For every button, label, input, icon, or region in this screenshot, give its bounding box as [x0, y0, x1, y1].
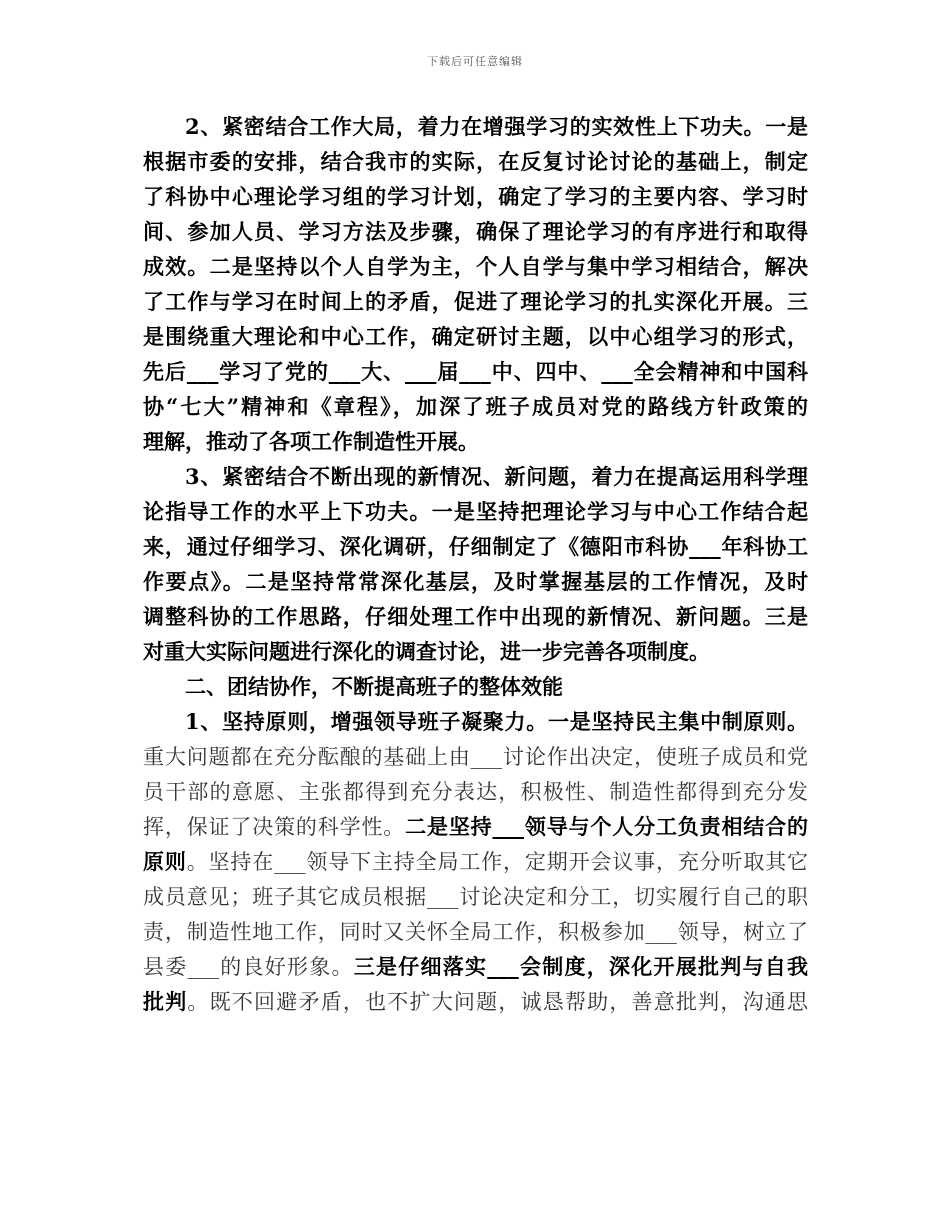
paragraph-line: 调整科协的工作思路，仔细处理工作中出现的新情况、新问题。三是	[143, 604, 808, 629]
paragraph-line: 作要点》。二是坚持常常深化基层，及时掌握基层的工作情况，及时	[143, 569, 808, 594]
paragraph-line	[143, 985, 808, 1019]
line-segment-bold: 原则	[143, 849, 187, 874]
paragraph-line: 理解，推动了各项工作制造性开展。	[143, 429, 479, 454]
paragraph-line: 重大问题都在充分酝酿的基础上由___讨论作出决定，使班子成员和党	[143, 745, 808, 769]
section-heading: 二、团结协作，不断提高班子的整体效能	[185, 674, 563, 699]
paragraph-line: 3、紧密结合不断出现的新情况、新问题，着力在提高运用科学理	[185, 464, 808, 489]
paragraph-line: 了工作与学习在时间上的矛盾，促进了理论学习的扎实深化开展。三	[143, 289, 808, 314]
paragraph-line	[143, 810, 808, 844]
paragraph-line: 间、参加人员、学习方法及步骤，确保了理论学习的有序进行和取得	[143, 219, 808, 244]
line-segment: 挥，保证了决策的科学性。	[143, 815, 406, 839]
paragraph-line: 协“七大”精神和《章程》，加深了班子成员对党的路线方针政策的	[143, 394, 808, 419]
paragraph-line: 责，制造性地工作，同时又关怀全局工作，积极参加___领导，树立了	[143, 920, 808, 944]
paragraph-line: 2、紧密结合工作大局，着力在增强学习的实效性上下功夫。一是	[185, 114, 808, 139]
paragraph-line: 来，通过仔细学习、深化调研，仔细制定了《德阳市科协___年科协工	[143, 534, 808, 559]
paragraph-line: 根据市委的安排，结合我市的实际，在反复讨论讨论的基础上，制定	[143, 149, 808, 174]
line-segment: 。坚持在___领导下主持全局工作，定期开会议事，充分听取其它	[186, 850, 808, 874]
paragraph-line: 成效。二是坚持以个人自学为主，个人自学与集中学习相结合，解决	[143, 254, 808, 279]
paragraph-line: 是围绕重大理论和中心工作，确定研讨主题，以中心组学习的形式，	[143, 324, 808, 349]
line-segment-bold: 批判	[143, 989, 188, 1014]
line-segment: 县委___的良好形象。	[143, 955, 354, 979]
paragraph-line: 先后___学习了党的___大、___届___中、四中、___全会精神和中国科	[143, 359, 808, 384]
paragraph-line: 1、坚持原则，增强领导班子凝聚力。一是坚持民主集中制原则。	[185, 709, 808, 734]
page-header: 下载后可任意编辑	[427, 55, 523, 68]
paragraph-line: 论指导工作的水平上下功夫。一是坚持把理论学习与中心工作结合起	[143, 499, 808, 524]
paragraph-line: 成员意见；班子其它成员根据___讨论决定和分工，切实履行自己的职	[143, 885, 808, 909]
paragraph-line: 了科协中心理论学习组的学习计划，确定了学习的主要内容、学习时	[143, 184, 808, 209]
paragraph-line	[143, 845, 808, 879]
paragraph-line	[143, 950, 808, 984]
paragraph-line: 员干部的意愿、主张都得到充分表达，积极性、制造性都得到充分发	[143, 780, 808, 804]
line-segment-bold: 三是仔细落实___会制度，深化开展批判与自我	[353, 954, 808, 979]
line-segment: 。既不回避矛盾，也不扩大问题，诚恳帮助，善意批判，沟通思	[187, 990, 808, 1014]
line-segment-bold: 二是坚持___领导与个人分工负责相结合的	[405, 814, 808, 839]
paragraph-line: 对重大实际问题进行深化的调查讨论，进一步完善各项制度。	[143, 639, 710, 664]
